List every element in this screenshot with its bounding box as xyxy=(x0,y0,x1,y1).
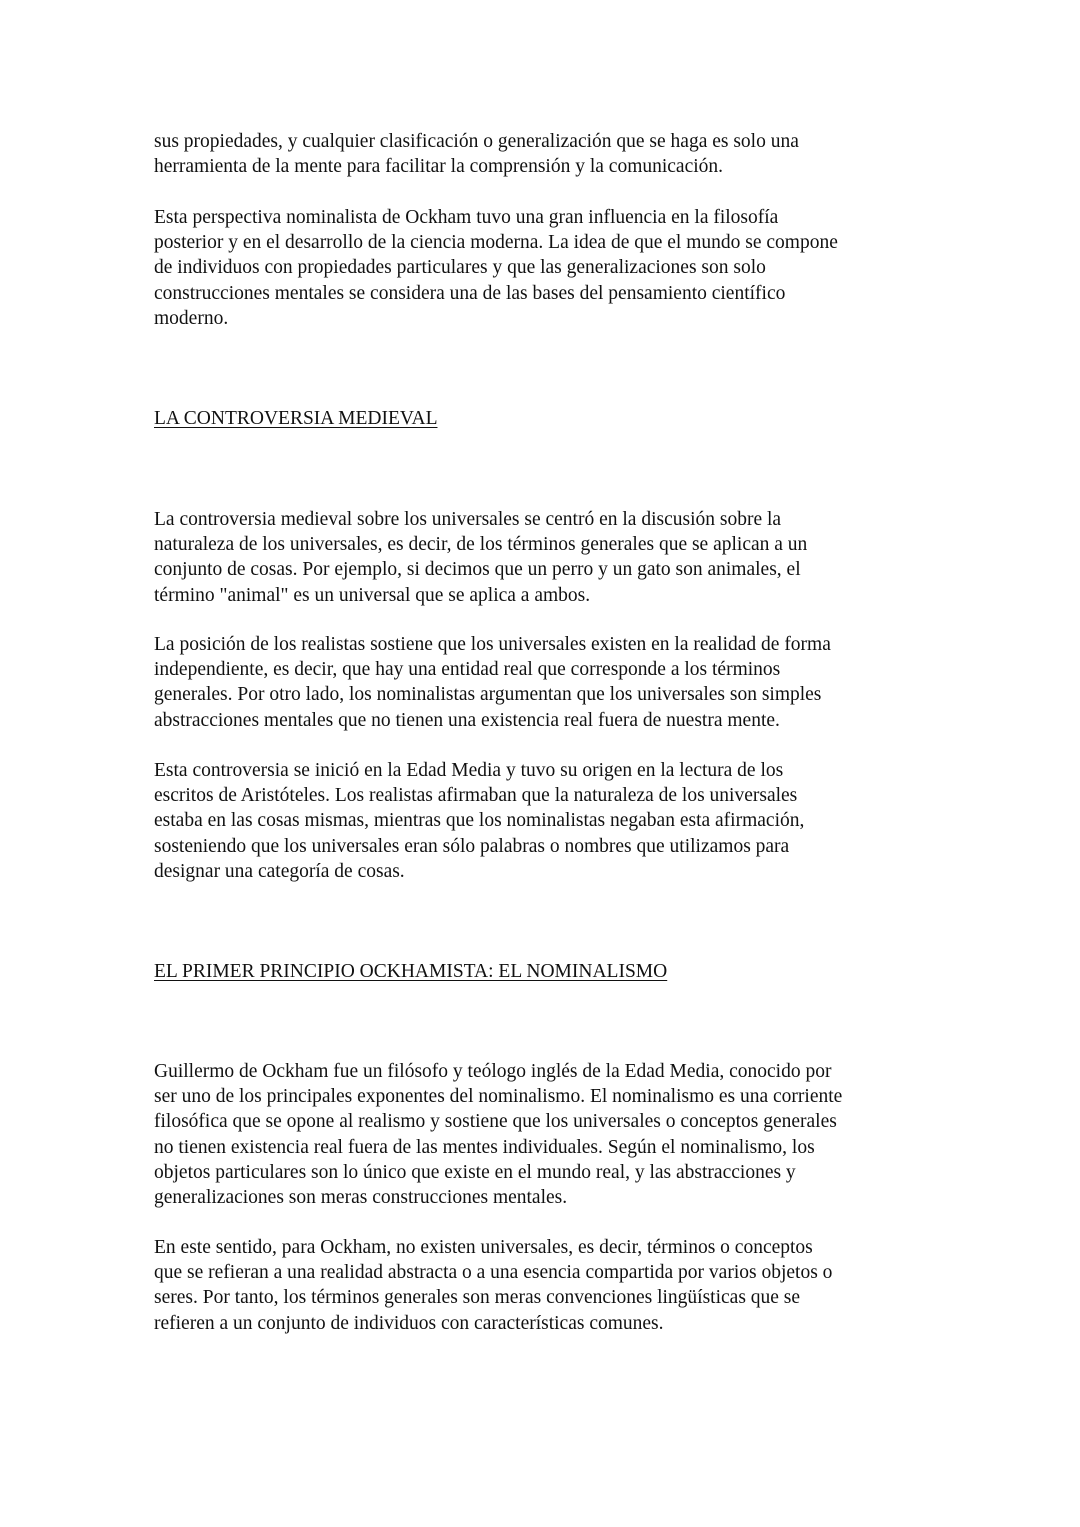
text-line: En este sentido, para Ockham, no existen universales, es decir, términos o conceptos xyxy=(154,1237,813,1258)
text-line: escritos de Aristóteles. Los realistas afirmaban que la naturaleza de los universales xyxy=(154,785,798,807)
text-line: sus propiedades, y cualquier clasificación o generalización que se haga es solo una xyxy=(154,131,799,152)
text-line: Guillermo de Ockham fue un filósofo y teólogo inglés de la Edad Media, conocido por xyxy=(154,1061,832,1082)
text-line: sosteniendo que los universales eran sólo palabras o nombres que utilizamos para xyxy=(154,835,790,857)
text-line: conjunto de cosas. Por ejemplo, si decimos que un perro y un gato son animales, el xyxy=(154,559,801,581)
text-line: generales. Por otro lado, los nominalistas argumentan que los universales son simples xyxy=(154,684,822,706)
paragraph-intro-2 xyxy=(154,205,934,331)
paragraph-nominalismo-1 xyxy=(154,1059,934,1210)
text-line: de individuos con propiedades particulares y que las generalizaciones son solo xyxy=(154,257,766,279)
text-line: moderno. xyxy=(154,307,229,329)
text-line: independiente, es decir, que hay una entidad real que corresponde a los términos xyxy=(154,659,781,681)
text-line: refieren a un conjunto de individuos con características comunes. xyxy=(154,1312,664,1334)
text-line: posterior y en el desarrollo de la ciencia moderna. La idea de que el mundo se compone xyxy=(154,232,838,254)
section-heading-controversia: LA CONTROVERSIA MEDIEVAL xyxy=(154,408,438,429)
text-line: abstracciones mentales que no tienen una existencia real fuera de nuestra mente. xyxy=(154,709,780,731)
text-line: La posición de los realistas sostiene que los universales existen en la realidad de forma xyxy=(154,634,831,655)
text-line: naturaleza de los universales, es decir, de los términos generales que se aplican a un xyxy=(154,534,808,556)
text-line: no tienen existencia real fuera de las mentes individuales. Según el nominalismo, los xyxy=(154,1136,815,1158)
paragraph-nominalismo-2 xyxy=(154,1235,934,1336)
section-heading-nominalismo: EL PRIMER PRINCIPIO OCKHAMISTA: EL NOMINALISMO xyxy=(154,961,668,982)
text-line: término "animal" es un universal que se aplica a ambos. xyxy=(154,584,591,606)
text-line: ser uno de los principales exponentes del nominalismo. El nominalismo es una corriente xyxy=(154,1086,843,1108)
text-line: filosófica que se opone al realismo y sostiene que los universales o conceptos generales xyxy=(154,1111,837,1133)
paragraph-controversia-3 xyxy=(154,758,934,884)
text-line: objetos particulares son lo único que existe en el mundo real, y las abstracciones y xyxy=(154,1161,796,1183)
text-line: generalizaciones son meras construcciones mentales. xyxy=(154,1187,568,1209)
text-line: construcciones mentales se considera una de las bases del pensamiento científico xyxy=(154,282,786,304)
text-line: estaba en las cosas mismas, mientras que los nominalistas negaban esta afirmación, xyxy=(154,810,805,832)
text-line: herramienta de la mente para facilitar la comprensión y la comunicación. xyxy=(154,156,724,178)
text-line: designar una categoría de cosas. xyxy=(154,860,405,882)
text-line: seres. Por tanto, los términos generales son meras convenciones lingüísticas que se xyxy=(154,1287,801,1309)
text-line: Esta controversia se inició en la Edad Media y tuvo su origen en la lectura de los xyxy=(154,760,784,781)
text-line: Esta perspectiva nominalista de Ockham tuvo una gran influencia en la filosofía xyxy=(154,207,779,228)
paragraph-controversia-2 xyxy=(154,632,934,733)
paragraph-controversia-1 xyxy=(154,507,934,608)
text-line: La controversia medieval sobre los universales se centró en la discusión sobre la xyxy=(154,509,782,530)
text-line: que se refieran a una realidad abstracta o a una esencia compartida por varios objetos o xyxy=(154,1262,833,1284)
paragraph-intro-1 xyxy=(154,129,934,179)
